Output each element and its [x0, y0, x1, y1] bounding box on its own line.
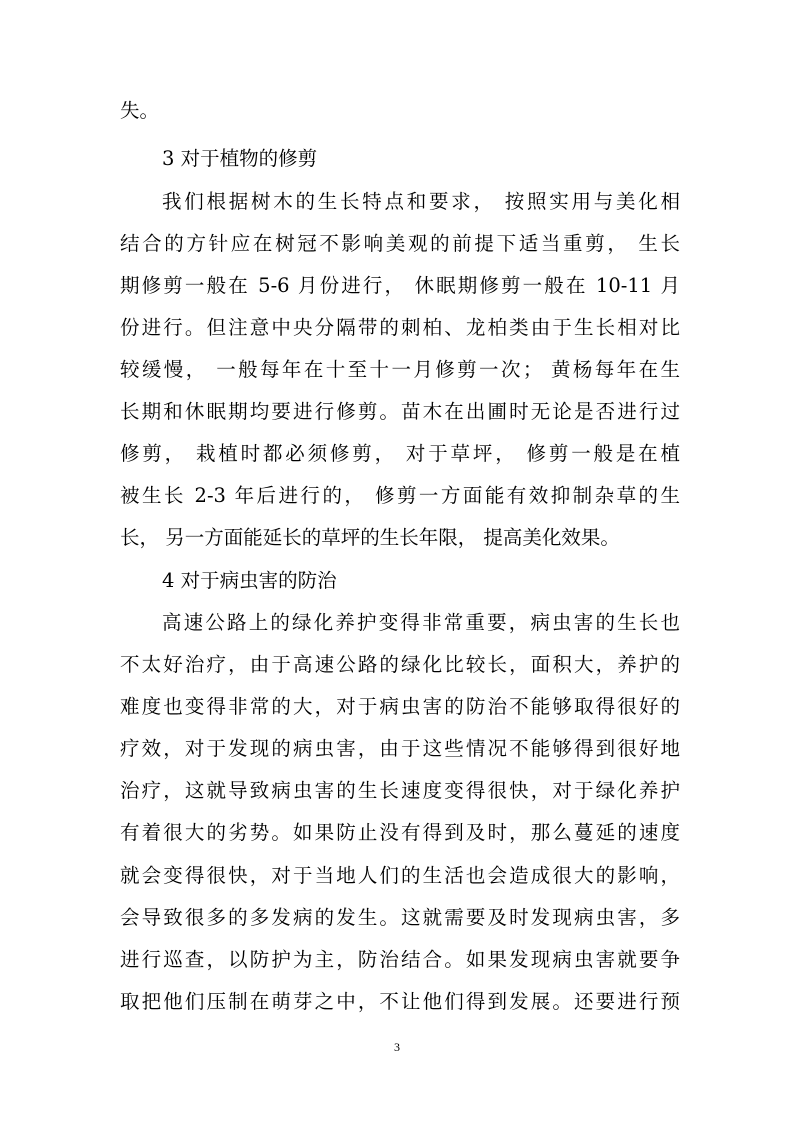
body-text-line: 结合的方针应在树冠不影响美观的前提下适当重剪， 生长 — [120, 232, 680, 255]
paragraph-end-line: 失。 — [120, 99, 160, 122]
section-heading-pruning: 3 对于植物的修剪 — [162, 147, 318, 170]
body-text-line: 份进行。但注意中央分隔带的刺柏、龙柏类由于生长相对比 — [120, 316, 680, 339]
body-text-line: 有着很大的劣势。如果防止没有得到及时，那么蔓延的速度 — [120, 821, 680, 844]
body-text-line: 期修剪一般在 5-6 月份进行， 休眠期修剪一般在 10-11 月 — [120, 274, 680, 297]
body-text-line: 难度也变得非常的大，对于病虫害的防治不能够取得很好的 — [120, 695, 680, 718]
body-text-line: 取把他们压制在萌芽之中，不让他们得到发展。还要进行预 — [120, 990, 680, 1013]
body-text-line: 疗效，对于发现的病虫害，由于这些情况不能够得到很好地 — [120, 737, 680, 760]
body-text-line: 不太好治疗，由于高速公路的绿化比较长，面积大，养护的 — [120, 653, 680, 676]
body-text-line: 较缓慢， 一般每年在十至十一月修剪一次； 黄杨每年在生 — [120, 358, 680, 381]
body-text-line: 治疗，这就导致病虫害的生长速度变得很快，对于绿化养护 — [120, 779, 680, 802]
page-number: 3 — [394, 1040, 400, 1054]
body-text-line: 长， 另一方面能延长的草坪的生长年限， 提高美化效果。 — [120, 526, 620, 549]
body-text-line: 高速公路上的绿化养护变得非常重要，病虫害的生长也 — [162, 611, 680, 634]
body-text-line: 修剪， 栽植时都必须修剪， 对于草坪， 修剪一般是在植 — [120, 442, 680, 465]
body-text-line: 进行巡查，以防护为主，防治结合。如果发现病虫害就要争 — [120, 948, 680, 971]
body-text-line: 长期和休眠期均要进行修剪。苗木在出圃时无论是否进行过 — [120, 400, 680, 423]
section-heading-pest-control: 4 对于病虫害的防治 — [162, 569, 337, 592]
body-text-line: 就会变得很快，对于当地人们的生活也会造成很大的影响， — [120, 864, 680, 887]
body-text-line: 会导致很多的多发病的发生。这就需要及时发现病虫害，多 — [120, 906, 680, 929]
body-text-line: 我们根据树木的生长特点和要求， 按照实用与美化相 — [162, 190, 680, 213]
body-text-line: 被生长 2-3 年后进行的， 修剪一方面能有效抑制杂草的生 — [120, 484, 680, 507]
